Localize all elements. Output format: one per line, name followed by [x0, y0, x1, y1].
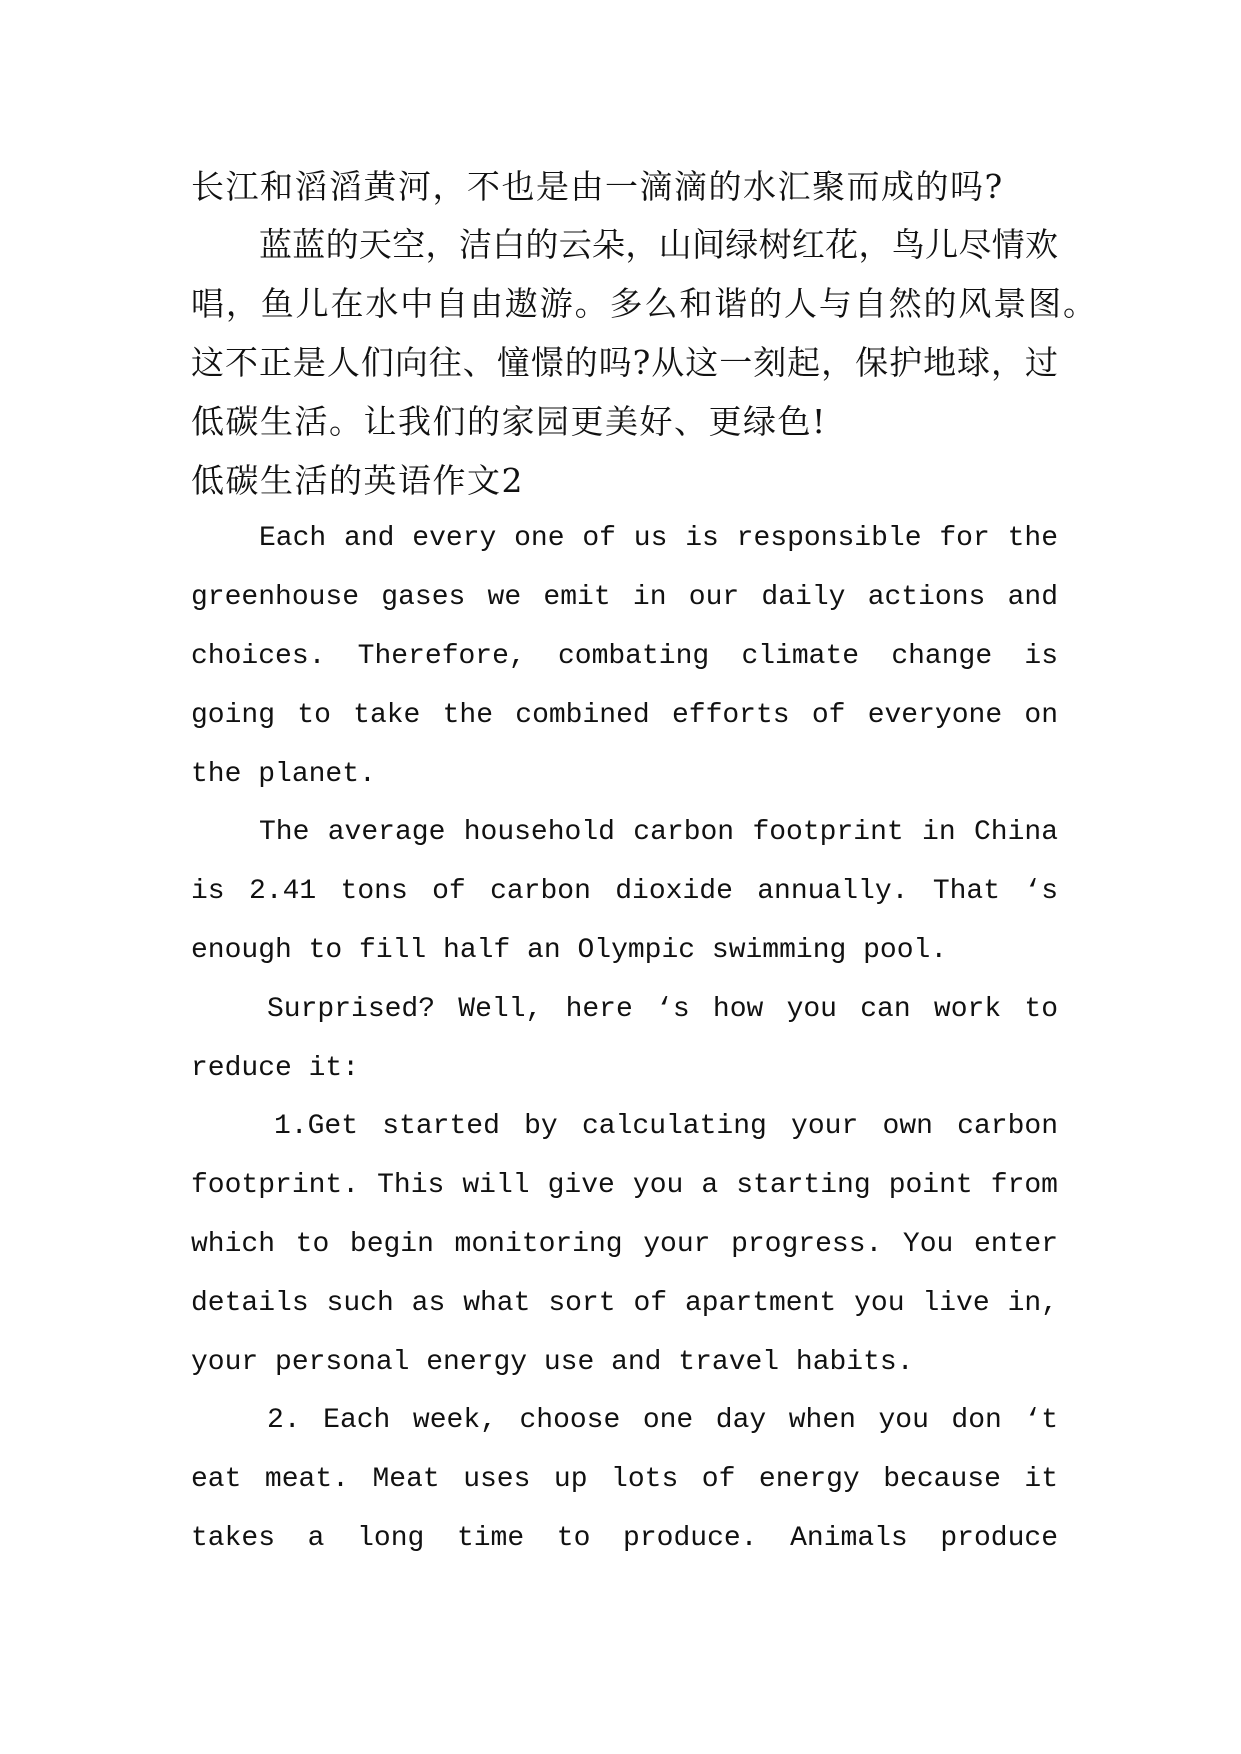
- text-line: [191, 862, 1058, 921]
- text-line: [191, 1391, 1058, 1450]
- text-line: [191, 333, 1058, 392]
- text-line: [191, 980, 1058, 1039]
- text-line: [191, 627, 1058, 686]
- text-line: [191, 1097, 1058, 1156]
- text-line-content: details such as what sort of apartment you live in,: [191, 1287, 1058, 1319]
- text-line-content: The average household carbon footprint in China: [259, 817, 1058, 849]
- text-line-content: going to take the combined efforts of everyone on: [191, 699, 1058, 731]
- text-line-content: the planet.: [191, 758, 376, 790]
- text-line-content: which to begin monitoring your progress. You enter: [191, 1228, 1058, 1260]
- text-line: [191, 745, 1058, 804]
- text-line: [191, 1333, 1058, 1392]
- text-line-content: is 2.41 tons of carbon dioxide annually. That ‘s: [191, 876, 1058, 908]
- text-line: [191, 803, 1058, 862]
- text-line: [191, 921, 1058, 980]
- section-heading-line: [191, 451, 1058, 510]
- text-line: [191, 509, 1058, 568]
- text-line: [191, 1450, 1058, 1509]
- text-line: [191, 215, 1058, 274]
- text-line-content: 长江和滔滔黄河，不也是由一滴滴的水汇聚而成的吗?: [191, 166, 1004, 206]
- text-line-content: 2. Each week, choose one day when you don ‘t: [267, 1405, 1058, 1437]
- text-line-content: enough to fill half an Olympic swimming pool.: [191, 934, 948, 966]
- text-line-content: choices. Therefore, combating climate change is: [191, 640, 1058, 672]
- text-line-content: eat meat. Meat uses up lots of energy because it: [191, 1464, 1058, 1496]
- text-line: [191, 274, 1096, 333]
- text-line-content: 低碳生活。让我们的家园更美好、更绿色!: [191, 401, 827, 441]
- text-line-content: footprint. This will give you a starting point from: [191, 1170, 1058, 1202]
- text-line-content: 蓝蓝的天空，洁白的云朵，山间绿树红花，鸟儿尽情欢: [259, 225, 1059, 265]
- text-line: [191, 157, 1058, 216]
- text-line: [191, 686, 1058, 745]
- text-line-content: greenhouse gases we emit in our daily actions and: [191, 582, 1058, 614]
- text-line-content: Surprised? Well, here ‘s how you can work to: [267, 993, 1058, 1025]
- section-heading: 低碳生活的英语作文2: [191, 460, 524, 500]
- text-line: [191, 392, 1058, 451]
- text-line-content: Each and every one of us is responsible for the: [259, 523, 1058, 555]
- text-line-content: your personal energy use and travel habits.: [191, 1346, 914, 1378]
- text-line: [191, 1156, 1058, 1215]
- text-line: [191, 568, 1058, 627]
- text-line-content: takes a long time to produce. Animals produce: [191, 1522, 1058, 1554]
- text-line-content: 唱，鱼儿在水中自由遨游。多么和谐的人与自然的风景图。: [191, 284, 1098, 324]
- text-line-content: 这不正是人们向往、憧憬的吗?从这一刻起，保护地球，过: [191, 342, 1059, 382]
- text-line: [191, 1039, 1058, 1098]
- text-line: [191, 1509, 1058, 1568]
- text-line: [191, 1274, 1058, 1333]
- text-line-content: 1.Get started by calculating your own carbon: [274, 1111, 1058, 1143]
- text-line-content: reduce it:: [191, 1052, 360, 1084]
- text-line: [191, 1215, 1058, 1274]
